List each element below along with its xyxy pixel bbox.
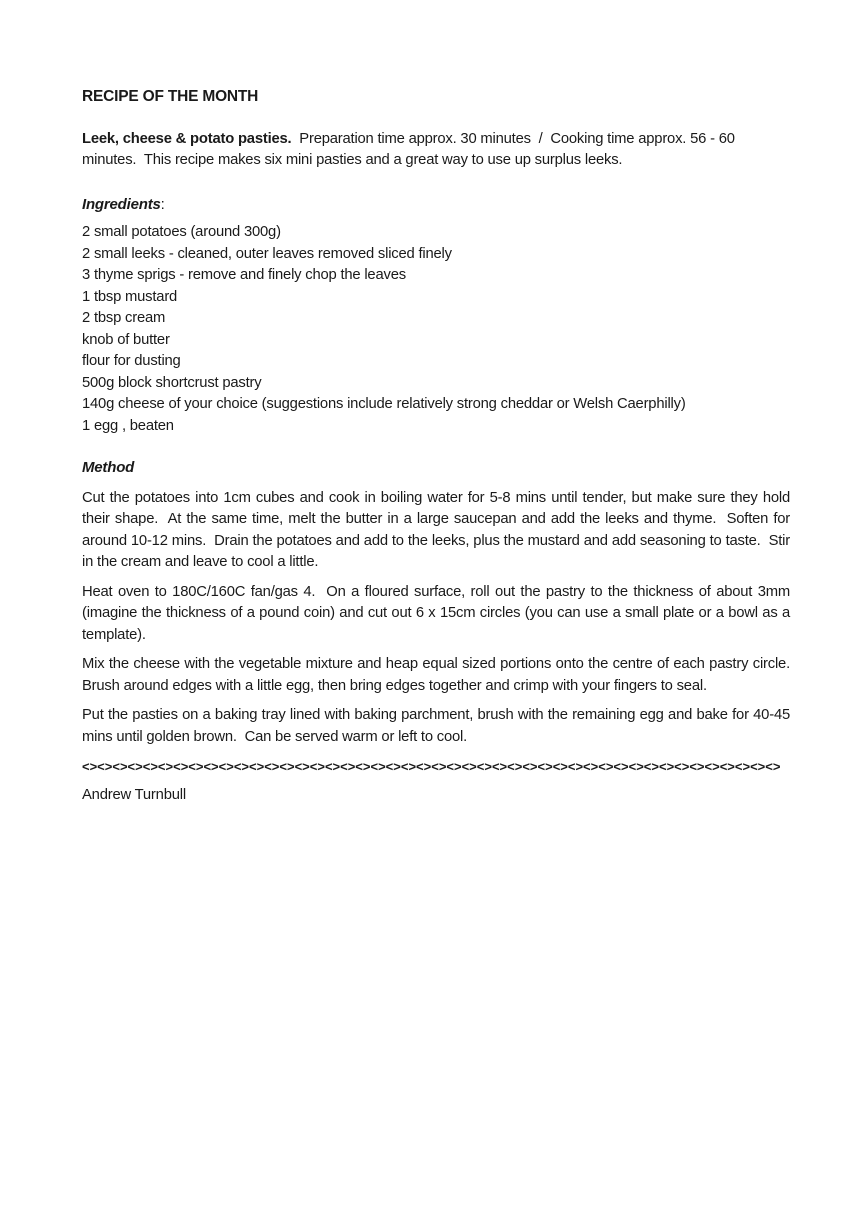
ingredients-heading-label: Ingredients bbox=[82, 195, 161, 213]
ingredient-item: 2 small potatoes (around 300g) bbox=[82, 224, 281, 240]
author-signature: Andrew Turnbull bbox=[82, 786, 186, 803]
ingredient-item: 500g block shortcrust pastry bbox=[82, 374, 262, 391]
ingredient-item: 3 thyme sprigs - remove and finely chop the leaves bbox=[82, 267, 406, 283]
method-paragraph: Put the pasties on a baking tray lined with baking parchment, brush with the remaining egg and bake for 40-45 mins until golden brown. Can be served warm or left to cool. bbox=[82, 707, 794, 745]
ingredient-item: 2 tbsp cream bbox=[82, 310, 166, 326]
ingredient-item: knob of butter bbox=[82, 331, 170, 348]
recipe-name: Leek, cheese & potato pasties. bbox=[82, 130, 292, 147]
ingredient-item: 1 egg , beaten bbox=[82, 417, 174, 434]
method-paragraph: Mix the cheese with the vegetable mixture and heap equal sized portions onto the centre of each pastry circle. Brush around edges with a little egg, then bring edges together and crimp with your fingers to seal. bbox=[82, 656, 798, 694]
method-heading: Method bbox=[82, 459, 135, 476]
ingredient-item: 1 tbsp mustard bbox=[82, 288, 178, 305]
ingredient-item: flour for dusting bbox=[82, 353, 181, 369]
ingredients-list bbox=[82, 222, 790, 437]
intro-text: Preparation time approx. 30 minutes / Cooking time approx. 56 - 60 minutes. This recipe makes six mini pasties and a great way to use up surplus leeks. bbox=[82, 130, 739, 168]
decorative-separator: <><><><><><><><><><><><><><><><><><><><><><><><><><><><><><><><><><><><><><><><><><><><><><> bbox=[82, 759, 781, 774]
method-paragraph: Heat oven to 180C/160C fan/gas 4. On a floured surface, roll out the pastry to the thickness of about 3mm (imagine the thickness of a pound coin) and cut out 6 x 15cm circles (you can use a small plate or a bowl as a template). bbox=[82, 583, 794, 643]
intro-paragraph bbox=[82, 129, 790, 172]
method-paragraph: Cut the potatoes into 1cm cubes and cook in boiling water for 5-8 mins until tender, but make sure they hold their shape. At the same time, melt the butter in a large saucepan and add the leeks and thyme. Soften for around 10-12 mins. Drain the potatoes and add to the leeks, plus the mustard and add seasoning to taste. Stir in the cream and leave to cool a little. bbox=[82, 489, 794, 570]
document-title: RECIPE OF THE MONTH bbox=[82, 88, 259, 105]
ingredients-heading-colon: : bbox=[160, 195, 165, 213]
ingredients-heading bbox=[82, 194, 790, 216]
recipe-document bbox=[82, 86, 798, 806]
ingredient-item: 2 small leeks - cleaned, outer leaves removed sliced finely bbox=[82, 245, 452, 262]
method-paragraphs bbox=[82, 488, 798, 749]
ingredient-item: 140g cheese of your choice (suggestions include relatively strong cheddar or Welsh Caerphilly) bbox=[82, 396, 686, 412]
